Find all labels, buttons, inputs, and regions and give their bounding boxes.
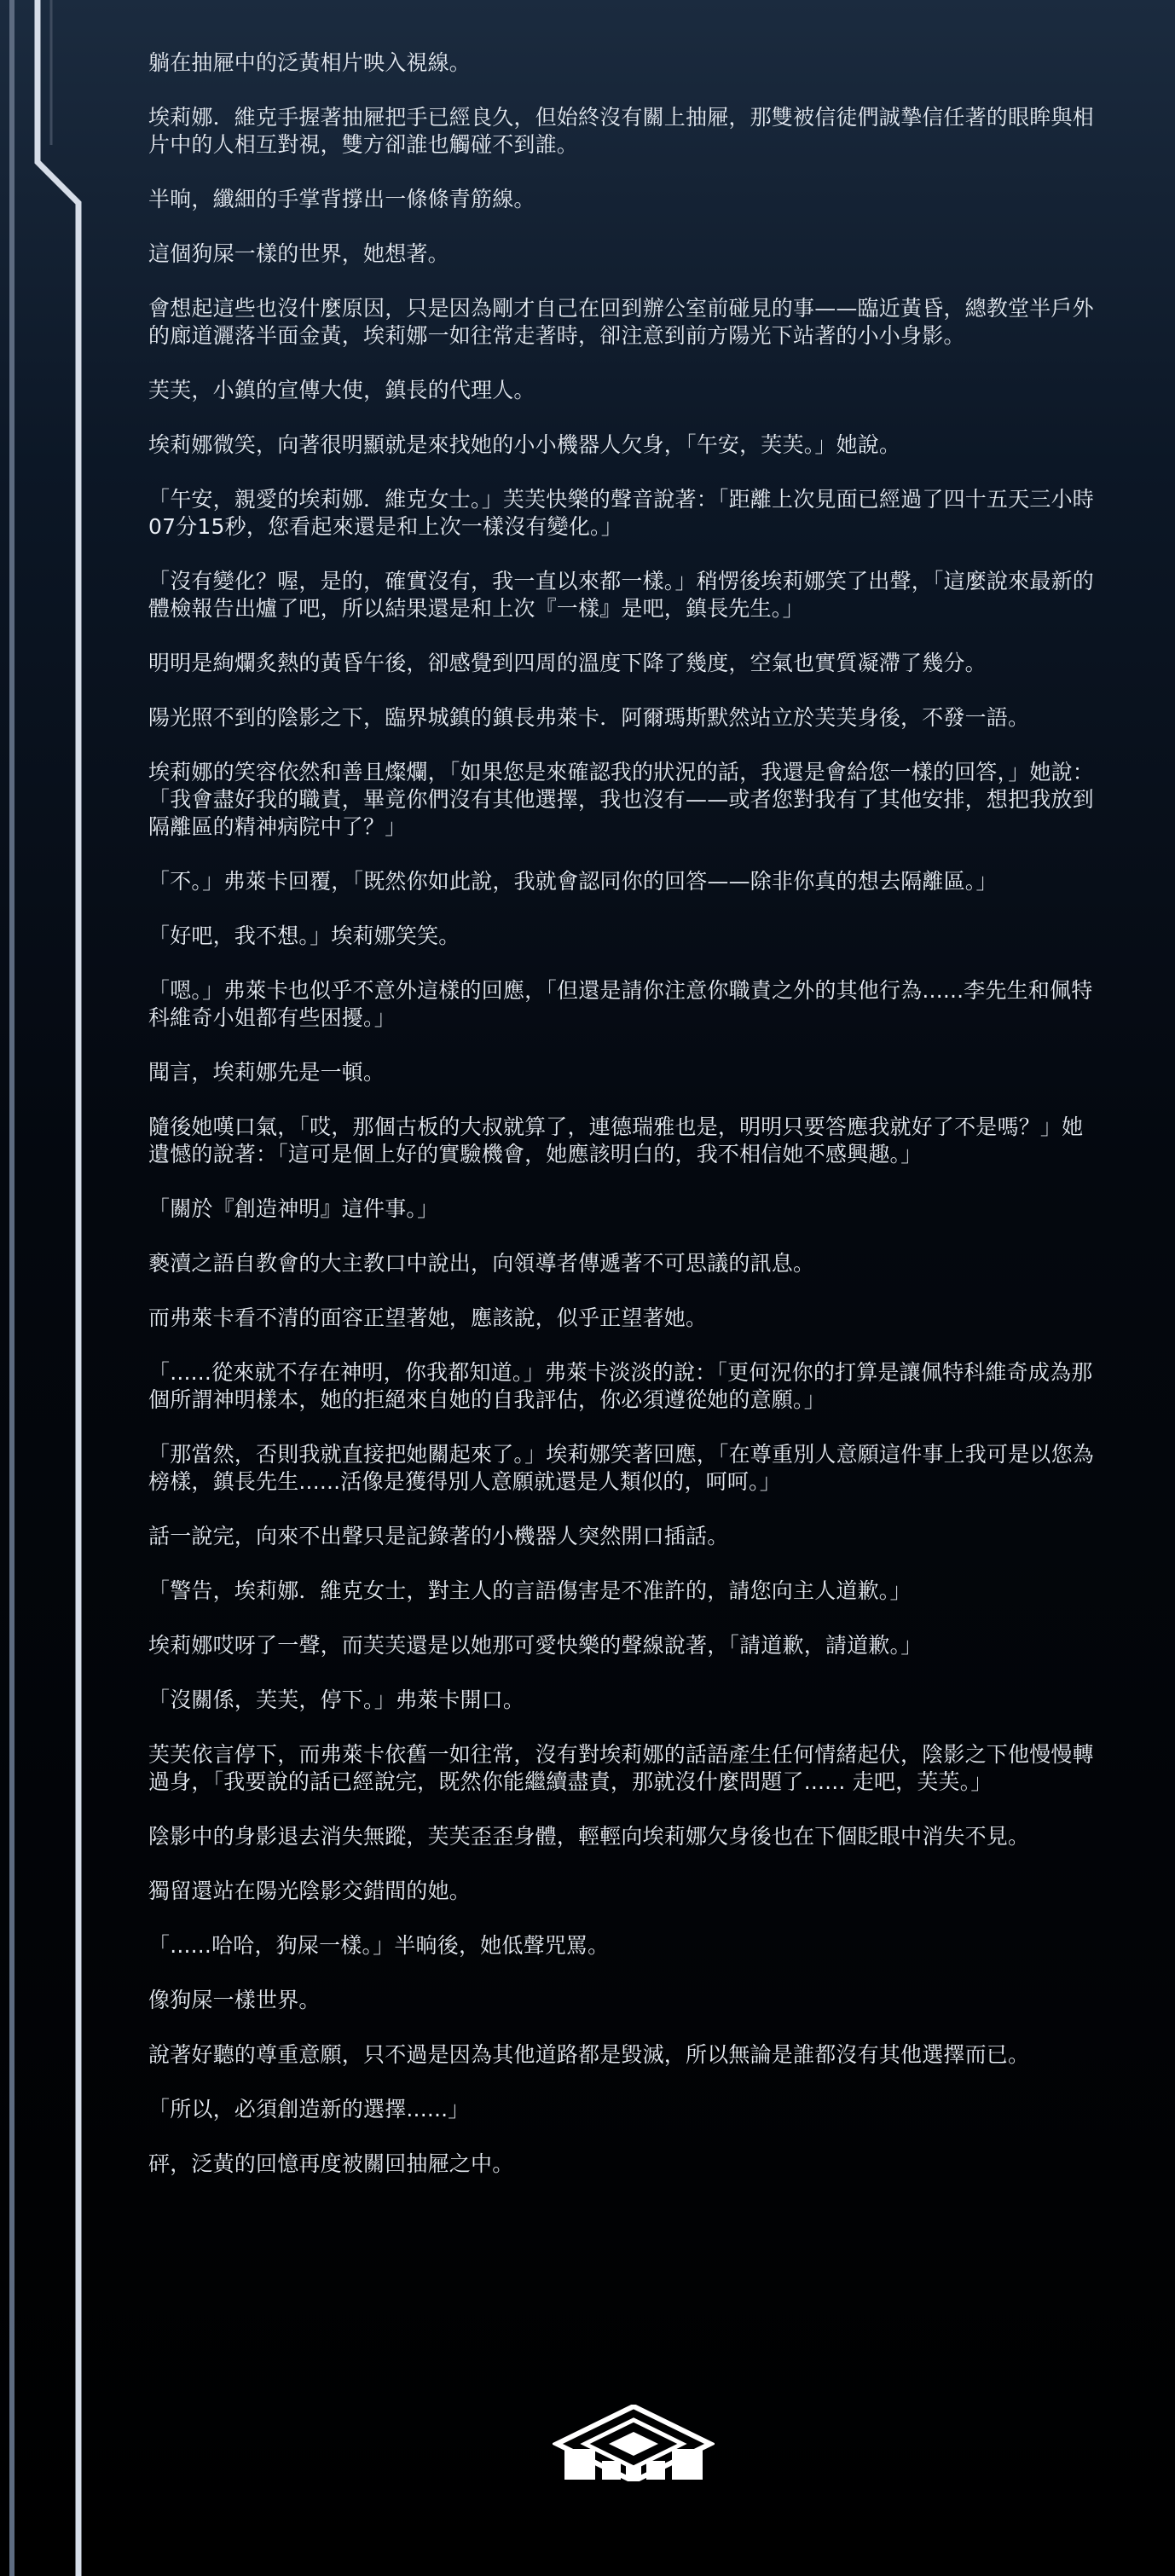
paragraph: 「......哈哈，狗屎一樣。」半晌後，她低聲咒罵。	[148, 1933, 610, 1958]
paragraph: 陰影中的身影退去消失無蹤，芙芙歪歪身體，輕輕向埃莉娜欠身後也在下個眨眼中消失不見。	[148, 1824, 1030, 1849]
paragraph: 埃莉娜哎呀了一聲，而芙芙還是以她那可愛快樂的聲線說著，「請道歉，請道歉。」	[148, 1633, 923, 1658]
paragraph: 「那當然，否則我就直接把她關起來了。」埃莉娜笑著回應，「在尊重別人意願這件事上我可是以您為榜樣，鎮長先生......活像是獲得別人意願就還是人類似的，呵呵。」	[148, 1442, 1095, 1494]
paragraph: 芙芙，小鎮的宣傳大使，鎮長的代理人。	[148, 378, 535, 402]
paragraph: 「所以，必須創造新的選擇......」	[148, 2097, 470, 2122]
paragraph: 會想起這些也沒什麼原因，只是因為剛才自己在回到辦公室前碰見的事——臨近黃昏，總教堂半戶外的廊道灑落半面金黃，埃莉娜一如往常走著時，卻注意到前方陽光下站著的小小身影。	[148, 296, 1094, 348]
paragraph: 這個狗屎一樣的世界，她想著。	[148, 241, 449, 266]
paragraph: 「沒關係，芙芙，停下。」弗萊卡開口。	[148, 1687, 525, 1712]
paragraph: 「沒有變化？喔，是的，確實沒有，我一直以來都一樣。」稍愣後埃莉娜笑了出聲，「這麼說來最新的體檢報告出爐了吧，所以結果還是和上次『一樣』是吧，鎮長先生。」	[148, 569, 1095, 621]
paragraph: 像狗屎一樣世界。	[148, 1988, 321, 2012]
paragraph: 話一說完，向來不出聲只是記錄著的小機器人突然開口插話。	[148, 1524, 729, 1548]
paragraph: 芙芙依言停下，而弗萊卡依舊一如往常，沒有對埃莉娜的話語產生任何情緒起伏，陰影之下他慢慢轉過身，「我要說的話已經說完，既然你能繼續盡責，那就沒什麼問題了...... 走吧，芙芙。」	[148, 1742, 1094, 1794]
diamond-emblem-icon	[553, 2405, 715, 2481]
paragraph: 而弗萊卡看不清的面容正望著她，應該說，似乎正望著她。	[148, 1305, 708, 1330]
paragraph: 陽光照不到的陰影之下，臨界城鎮的鎮長弗萊卡．阿爾瑪斯默然站立於芙芙身後，不發一語。	[148, 705, 1030, 730]
paragraph: 砰，泛黃的回憶再度被關回抽屜之中。	[148, 2151, 514, 2176]
paragraph: 埃莉娜微笑，向著很明顯就是來找她的小小機器人欠身，「午安，芙芙。」她說。	[148, 432, 901, 457]
paragraph: 埃莉娜的笑容依然和善且燦爛，「如果您是來確認我的狀況的話，我還是會給您一樣的回答，」她說：「我會盡好我的職責，畢竟你們沒有其他選擇，我也沒有——或者您對我有了其他安排，想把我放到隔離區的精神病院中了？」	[148, 760, 1095, 839]
paragraph: 說著好聽的尊重意願，只不過是因為其他道路都是毀滅，所以無論是誰都沒有其他選擇而已。	[148, 2042, 1030, 2067]
paragraph: 「......從來就不存在神明，你我都知道。」弗萊卡淡淡的說：「更何況你的打算是讓佩特科維奇成為那個所謂神明樣本，她的拒絕來自她的自我評估，你必須遵從她的意願。」	[148, 1360, 1093, 1412]
paragraph: 「關於『創造神明』這件事。」	[148, 1196, 439, 1221]
paragraph: 獨留還站在陽光陰影交錯間的她。	[148, 1878, 472, 1903]
paragraph: 半晌，纖細的手掌背撐出一條條青筋線。	[148, 187, 535, 211]
paragraph: 「警告，埃莉娜．維克女士，對主人的言語傷害是不准許的，請您向主人道歉。」	[148, 1578, 912, 1603]
paragraph: 褻瀆之語自教會的大主教口中說出，向領導者傳遞著不可思議的訊息。	[148, 1251, 815, 1276]
paragraph: 躺在抽屜中的泛黃相片映入視線。	[148, 50, 472, 75]
left-border-decoration	[0, 0, 102, 2576]
paragraph: 聞言，埃莉娜先是一頓。	[148, 1060, 385, 1085]
paragraph: 「好吧，我不想。」埃莉娜笑笑。	[148, 923, 460, 948]
paragraph: 埃莉娜．維克手握著抽屜把手已經良久，但始終沒有關上抽屜，那雙被信徒們誠摯信任著的眼眸與相片中的人相互對視，雙方卻誰也觸碰不到誰。	[148, 105, 1094, 157]
paragraph: 「午安，親愛的埃莉娜．維克女士。」芙芙快樂的聲音說著：「距離上次見面已經過了四十五天三小時07分15秒，您看起來還是和上次一樣沒有變化。」	[148, 487, 1095, 539]
paragraph: 「不。」弗萊卡回覆，「既然你如此說，我就會認同你的回答——除非你真的想去隔離區。」	[148, 869, 998, 894]
paragraph: 「嗯。」弗萊卡也似乎不意外這樣的回應，「但還是請你注意你職責之外的其他行為......李先生和佩特科維奇小姐都有些困擾。」	[148, 978, 1093, 1030]
story-text	[148, 49, 1103, 2205]
paragraph: 隨後她嘆口氣，「哎，那個古板的大叔就算了，連德瑞雅也是，明明只要答應我就好了不是嗎？」她遺憾的說著：「這可是個上好的實驗機會，她應該明白的，我不相信她不感興趣。」	[148, 1114, 1084, 1166]
paragraph: 明明是絢爛炙熱的黃昏午後，卻感覺到四周的溫度下降了幾度，空氣也實質凝滯了幾分。	[148, 651, 987, 675]
